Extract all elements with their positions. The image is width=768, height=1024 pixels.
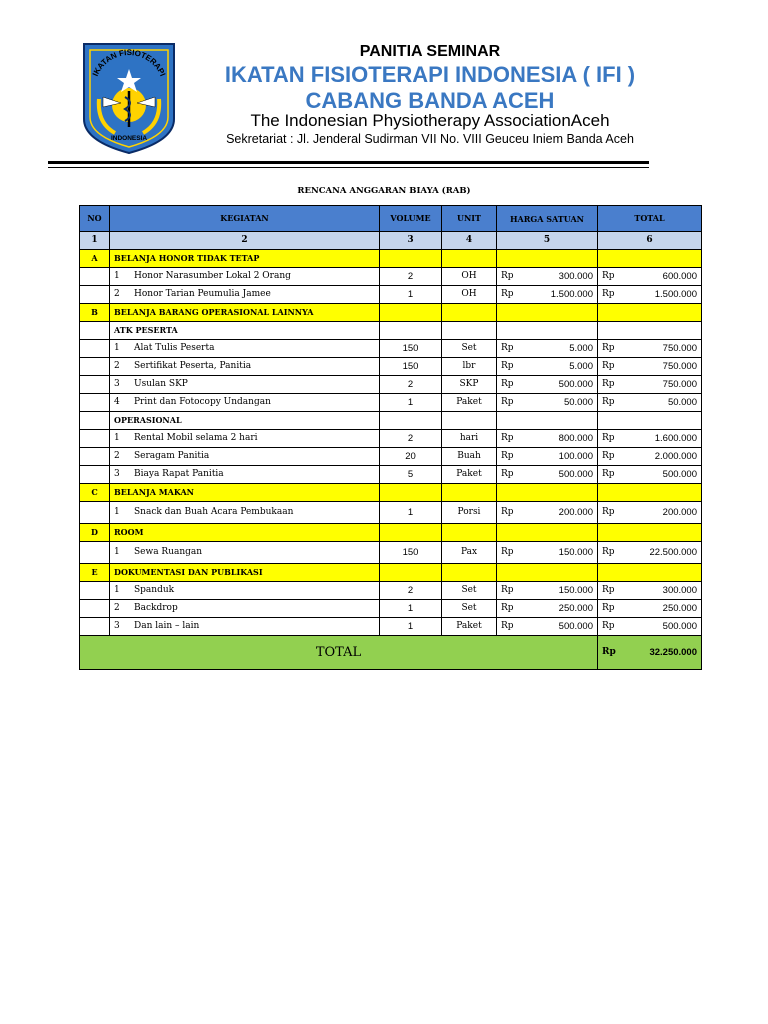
item-number: 1 (114, 507, 120, 517)
item-price: 250.000 (558, 603, 593, 614)
item-total: 1.500.000 (654, 289, 697, 300)
item-name: Sewa Ruangan (134, 547, 203, 557)
item-total: 250.000 (662, 603, 697, 614)
header-rule-thick (48, 161, 649, 164)
currency-label: Rp (501, 621, 514, 631)
item-price: 5.000 (569, 343, 593, 354)
item-volume: 20 (380, 448, 442, 466)
item-total: 2.000.000 (654, 451, 697, 462)
currency-label: Rp (501, 507, 514, 517)
column-number-row (80, 232, 702, 250)
currency-label: Rp (501, 397, 514, 407)
item-price: 300.000 (558, 271, 593, 282)
item-total: 750.000 (662, 343, 697, 354)
section-title: BELANJA HONOR TIDAK TETAP (110, 250, 380, 268)
section-code: D (80, 524, 110, 542)
section-code: B (80, 304, 110, 322)
item-volume: 150 (380, 340, 442, 358)
col-total: TOTAL (598, 206, 702, 232)
col-num: 3 (380, 232, 442, 250)
col-num: 6 (598, 232, 702, 250)
committee-title: PANITIA SEMINAR (359, 43, 501, 60)
item-name: Honor Narasumber Lokal 2 Orang (134, 271, 291, 281)
item-volume: 150 (380, 542, 442, 564)
subsection-title: ATK PESERTA (110, 322, 380, 340)
column-header-row (80, 206, 702, 232)
grand-total-value (598, 636, 702, 670)
item-unit: Set (442, 340, 497, 358)
subsection-row (80, 412, 702, 430)
item-price: 200.000 (558, 507, 593, 518)
item-name: Backdrop (134, 603, 178, 613)
item-total: 750.000 (662, 379, 697, 390)
table-row (80, 582, 702, 600)
section-row (80, 484, 702, 502)
currency-label: Rp (602, 621, 615, 631)
currency-label: Rp (501, 361, 514, 371)
item-name: Dan lain – lain (134, 621, 200, 631)
org-name: IKATAN FISIOTERAPI INDONESIA ( IFI ) (224, 62, 636, 87)
currency-label: Rp (501, 469, 514, 479)
item-name: Biaya Rapat Panitia (134, 469, 224, 479)
section-code: E (80, 564, 110, 582)
item-unit: Pax (442, 542, 497, 564)
item-unit: Buah (442, 448, 497, 466)
col-unit: UNIT (442, 206, 497, 232)
item-number: 2 (114, 289, 120, 299)
col-volume: VOLUME (380, 206, 442, 232)
section-title: BELANJA BARANG OPERASIONAL LAINNYA (110, 304, 380, 322)
item-total: 500.000 (662, 621, 697, 632)
item-volume: 2 (380, 376, 442, 394)
item-number: 2 (114, 603, 120, 613)
item-price: 100.000 (558, 451, 593, 462)
col-num: 2 (110, 232, 380, 250)
item-number: 2 (114, 361, 120, 371)
item-number: 3 (114, 469, 120, 479)
header-rule-thin (48, 167, 649, 168)
currency-label: Rp (602, 271, 615, 281)
secretariat-address: Sekretariat : Jl. Jenderal Sudirman VII No. VIII Geuceu Iniem Banda Aceh (226, 132, 634, 146)
table-row (80, 502, 702, 524)
currency-label: Rp (602, 433, 615, 443)
col-num: 4 (442, 232, 497, 250)
grand-total-amount: 32.250.000 (649, 647, 697, 658)
section-title: ROOM (110, 524, 380, 542)
currency-label: Rp (602, 507, 615, 517)
currency-label: Rp (501, 547, 514, 557)
table-row (80, 394, 702, 412)
item-name: Rental Mobil selama 2 hari (134, 433, 258, 443)
section-row (80, 564, 702, 582)
item-unit: lbr (442, 358, 497, 376)
item-volume: 1 (380, 502, 442, 524)
table-row (80, 430, 702, 448)
currency-label: Rp (602, 343, 615, 353)
item-name: Usulan SKP (134, 379, 188, 389)
table-row (80, 600, 702, 618)
item-number: 3 (114, 379, 120, 389)
item-number: 3 (114, 621, 120, 631)
item-total: 300.000 (662, 585, 697, 596)
currency-label: Rp (501, 379, 514, 389)
table-row (80, 618, 702, 636)
grand-total-row (80, 636, 702, 670)
item-name: Honor Tarian Peumulia Jamee (134, 289, 271, 299)
grand-total-label: TOTAL (80, 636, 598, 670)
table-row (80, 466, 702, 484)
item-name: Snack dan Buah Acara Pembukaan (134, 507, 294, 517)
item-volume: 1 (380, 618, 442, 636)
document-title: RENCANA ANGGARAN BIAYA (RAB) (297, 186, 471, 196)
col-kegiatan: KEGIATAN (110, 206, 380, 232)
table-row (80, 340, 702, 358)
item-price: 500.000 (558, 379, 593, 390)
item-unit: OH (442, 286, 497, 304)
item-price: 500.000 (558, 469, 593, 480)
item-unit: Paket (442, 466, 497, 484)
col-no: NO (80, 206, 110, 232)
item-name: Seragam Panitia (134, 451, 210, 461)
currency-label: Rp (602, 289, 615, 299)
item-number: 1 (114, 433, 120, 443)
item-price: 50.000 (563, 397, 593, 408)
currency-label: Rp (602, 361, 615, 371)
item-name: Spanduk (134, 585, 175, 595)
currency-label: Rp (602, 451, 615, 461)
section-code: C (80, 484, 110, 502)
item-unit: OH (442, 268, 497, 286)
col-num: 5 (497, 232, 598, 250)
item-number: 1 (114, 343, 120, 353)
item-total: 600.000 (662, 271, 697, 282)
item-price: 150.000 (558, 547, 593, 558)
logo-bottom-text: INDONESIA (110, 135, 148, 142)
item-unit: Paket (442, 618, 497, 636)
section-row (80, 250, 702, 268)
item-name: Print dan Fotocopy Undangan (134, 397, 271, 407)
item-total: 500.000 (662, 469, 697, 480)
subsection-row (80, 322, 702, 340)
item-volume: 2 (380, 268, 442, 286)
currency-label: Rp (602, 585, 615, 595)
item-total: 1.600.000 (654, 433, 697, 444)
item-volume: 2 (380, 582, 442, 600)
item-name: Sertifikat Peserta, Panitia (134, 361, 252, 371)
currency-label: Rp (501, 271, 514, 281)
item-unit: SKP (442, 376, 497, 394)
table-row (80, 448, 702, 466)
item-volume: 1 (380, 286, 442, 304)
table-row (80, 268, 702, 286)
item-volume: 1 (380, 394, 442, 412)
svg-text:IKATAN FISIOTERAPI: IKATAN FISIOTERAPI (90, 47, 168, 78)
item-unit: Set (442, 582, 497, 600)
item-price: 800.000 (558, 433, 593, 444)
item-volume: 1 (380, 600, 442, 618)
item-total: 50.000 (667, 397, 697, 408)
item-number: 1 (114, 585, 120, 595)
currency-label: Rp (602, 397, 615, 407)
currency-label: Rp (602, 603, 615, 613)
item-total: 22.500.000 (649, 547, 697, 558)
currency-label: Rp (602, 379, 615, 389)
item-number: 1 (114, 547, 120, 557)
item-price: 150.000 (558, 585, 593, 596)
currency-label: Rp (501, 343, 514, 353)
currency-label: Rp (501, 585, 514, 595)
table-row (80, 358, 702, 376)
section-title: BELANJA MAKAN (110, 484, 380, 502)
budget-table-body (80, 250, 702, 636)
item-name: Alat Tulis Peserta (134, 343, 215, 353)
branch-name: CABANG BANDA ACEH (305, 88, 555, 113)
col-harga-satuan: HARGA SATUAN (497, 206, 598, 232)
item-number: 1 (114, 271, 120, 281)
org-english-name: The Indonesian Physiotherapy AssociationAceh (250, 111, 610, 130)
item-price: 1.500.000 (550, 289, 593, 300)
item-price: 5.000 (569, 361, 593, 372)
currency-label: Rp (602, 647, 616, 657)
item-unit: Set (442, 600, 497, 618)
section-row (80, 524, 702, 542)
table-row (80, 376, 702, 394)
table-row (80, 286, 702, 304)
currency-label: Rp (501, 603, 514, 613)
item-volume: 2 (380, 430, 442, 448)
item-number: 4 (114, 397, 120, 407)
item-total: 750.000 (662, 361, 697, 372)
subsection-title: OPERASIONAL (110, 412, 380, 430)
currency-label: Rp (602, 547, 615, 557)
currency-label: Rp (602, 469, 615, 479)
currency-label: Rp (501, 451, 514, 461)
item-unit: hari (442, 430, 497, 448)
section-title: DOKUMENTASI DAN PUBLIKASI (110, 564, 380, 582)
item-total: 200.000 (662, 507, 697, 518)
item-number: 2 (114, 451, 120, 461)
item-unit: Porsi (442, 502, 497, 524)
item-price: 500.000 (558, 621, 593, 632)
currency-label: Rp (501, 289, 514, 299)
item-volume: 150 (380, 358, 442, 376)
section-row (80, 304, 702, 322)
col-num: 1 (80, 232, 110, 250)
currency-label: Rp (501, 433, 514, 443)
item-unit: Paket (442, 394, 497, 412)
item-volume: 5 (380, 466, 442, 484)
budget-table (79, 205, 702, 670)
table-row (80, 542, 702, 564)
ifi-logo (81, 41, 177, 156)
section-code: A (80, 250, 110, 268)
